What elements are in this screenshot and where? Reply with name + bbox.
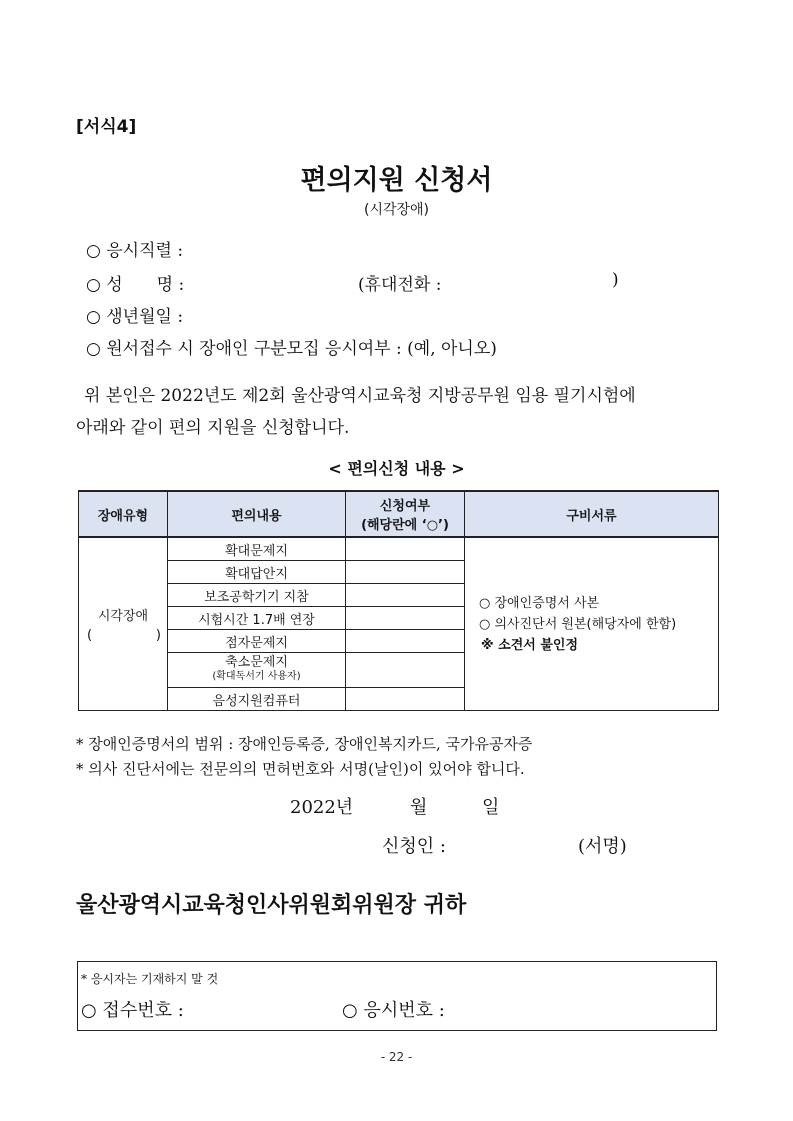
office-use-note: * 응시자는 기재하지 말 것: [81, 972, 219, 986]
header-content: 편의내용: [168, 491, 346, 537]
date-month: 월: [410, 797, 428, 818]
doc-item: ○ 장애인증명서 사본: [479, 595, 600, 611]
office-use-box: [77, 961, 717, 1031]
table-title: < 편의신청 내용 >: [328, 459, 465, 478]
apply-cell[interactable]: [346, 607, 465, 630]
field-disability-apply: ○ 원서접수 시 장애인 구분모집 응시여부 : (예, 아니오): [86, 339, 497, 359]
header-docs: 구비서류: [465, 491, 719, 537]
field-name: ○ 성 명 :: [86, 275, 185, 295]
form-number: [서식4]: [76, 117, 137, 137]
page-title: 편의지원 신청서: [300, 165, 493, 196]
item-label-main: 축소문제지: [225, 655, 288, 670]
item-label: [168, 653, 346, 688]
apply-cell[interactable]: [346, 584, 465, 607]
note-1: * 장애인증명서의 범위 : 장애인등록증, 장애인복지카드, 국가유공자증: [76, 735, 533, 753]
page-subtitle: (시각장애): [363, 202, 430, 218]
receipt-number-field: ○ 접수번호 :: [81, 1000, 184, 1021]
table-row: [79, 537, 719, 561]
header-apply-line1: 신청여부: [379, 499, 431, 514]
doc-note: ※ 소견서 불인정: [481, 637, 579, 653]
exam-number-field: ○ 응시번호 :: [342, 1000, 445, 1021]
apply-cell[interactable]: [346, 653, 465, 688]
item-label: 확대문제지: [168, 537, 346, 561]
disability-type-blank: [79, 624, 167, 643]
required-docs-cell: [465, 537, 719, 711]
field-phone-close: ): [612, 270, 619, 290]
date-day: 일: [482, 797, 500, 818]
field-phone: (휴대전화 :: [358, 275, 442, 295]
page-number: - 22 -: [380, 1050, 413, 1064]
header-type: 장애유형: [79, 491, 168, 537]
paren-close: ): [155, 628, 161, 643]
item-label: 음성지원컴퓨터: [168, 688, 346, 711]
doc-item: ○ 의사진단서 원본(해당자에 한함): [479, 616, 677, 632]
item-label: 점자문제지: [168, 630, 346, 653]
signature-label: (서명): [578, 836, 627, 857]
item-label: 확대답안지: [168, 561, 346, 584]
apply-cell[interactable]: [346, 630, 465, 653]
field-position: ○ 응시직렬 :: [86, 241, 184, 261]
apply-cell[interactable]: [346, 561, 465, 584]
field-birthdate: ○ 생년월일 :: [86, 307, 184, 327]
table-header-row: [79, 491, 719, 537]
date-year: 2022년: [290, 797, 354, 818]
apply-cell[interactable]: [346, 688, 465, 711]
applicant-label: 신청인 :: [382, 836, 446, 857]
item-label-sub: (확대독서기 사용자): [212, 671, 301, 682]
recipient: 울산광역시교육청인사위원회위원장 귀하: [76, 893, 467, 918]
disability-type-name: 시각장애: [97, 609, 149, 624]
apply-cell[interactable]: [346, 537, 465, 561]
header-apply: [346, 491, 465, 537]
item-label: 보조공학기기 지참: [168, 584, 346, 607]
item-label: 시험시간 1.7배 연장: [168, 607, 346, 630]
disability-type-cell: [79, 537, 168, 711]
note-2: * 의사 진단서에는 전문의의 면허번호와 서명(날인)이 있어야 합니다.: [76, 760, 525, 778]
paren-open: (: [87, 628, 93, 643]
request-table: [78, 490, 719, 711]
header-apply-line2: (해당란에 ‘○’): [361, 518, 449, 533]
statement-line-2: 아래와 같이 편의 지원을 신청합니다.: [76, 418, 350, 438]
statement-line-1: 위 본인은 2022년도 제2회 울산광역시교육청 지방공무원 임용 필기시험에: [84, 386, 636, 406]
